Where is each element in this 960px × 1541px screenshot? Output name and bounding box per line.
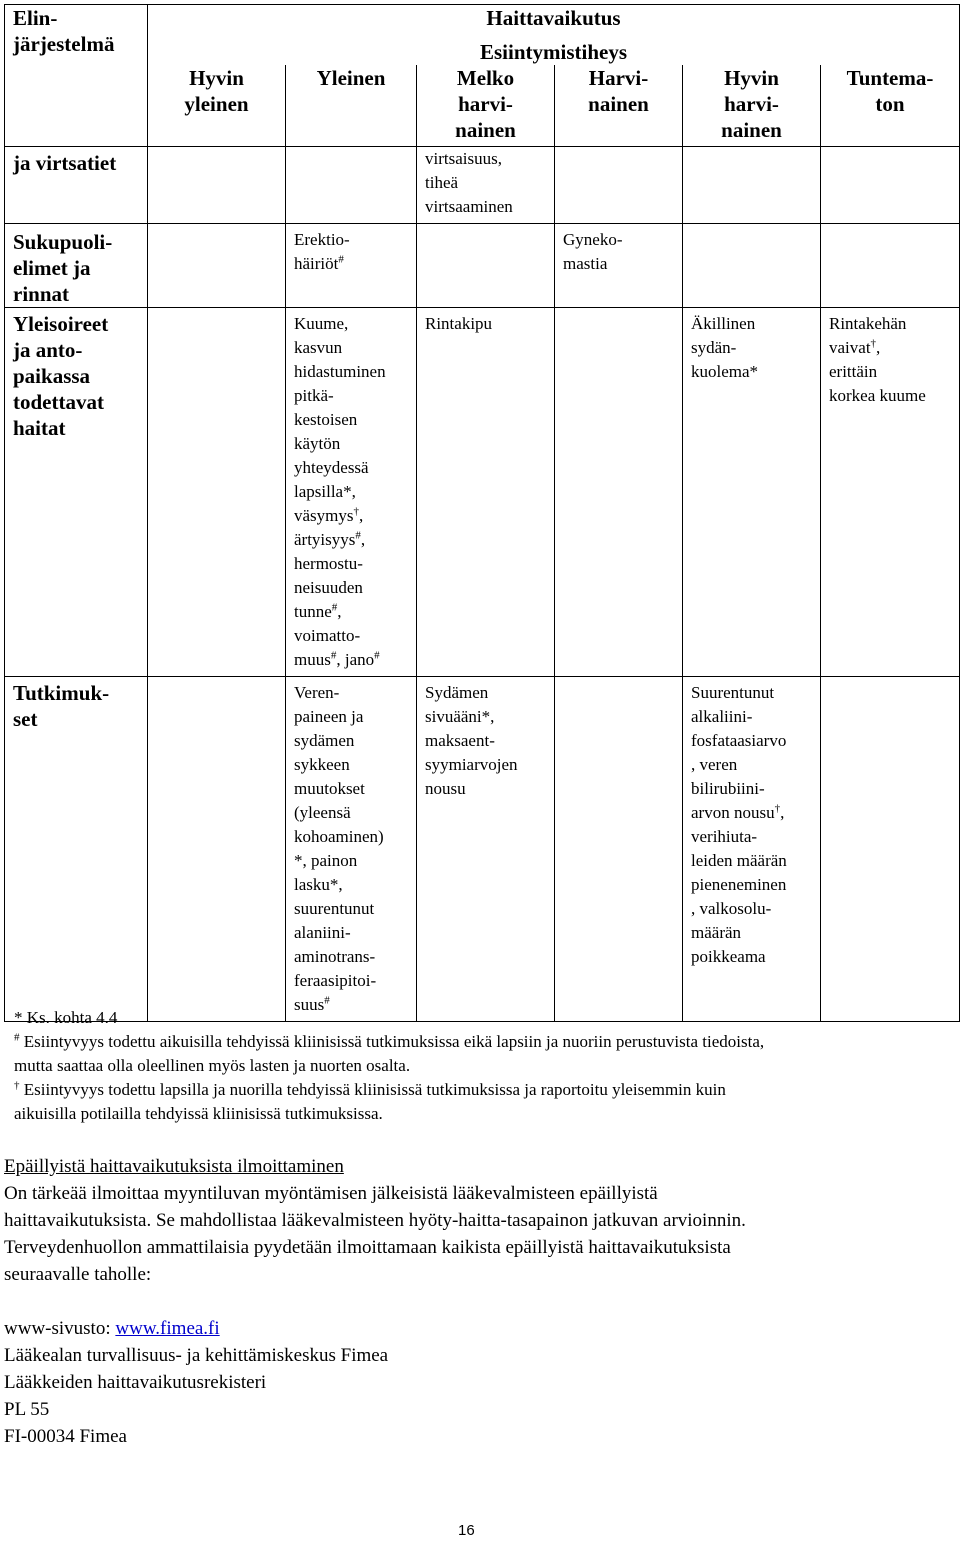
reporting-heading: Epäillyistä haittavaikutuksista ilmoittaminen xyxy=(4,1156,344,1177)
reporting-text-3: Terveydenhuollon ammattilaisia pyydetään ilmoittamaan kaikista epäillyistä haittavaikutuksista xyxy=(4,1237,731,1258)
cell-empty xyxy=(683,224,821,308)
reporting-text-2: haittavaikutuksista. Se mahdollistaa lääkevalmisteen hyöty-haitta-tasapainon jatkuvan arvioinnin. xyxy=(4,1210,746,1231)
adverse-effect-header: Haittavaikutus xyxy=(148,5,960,39)
cell-reproductive-rare: Gyneko- mastia xyxy=(555,224,683,308)
cell-general-uncommon: Rintakipu xyxy=(417,308,555,677)
footnote-dagger: † Esiintyvyys todettu lapsilla ja nuorilla tehdyissä kliinisissä tutkimuksissa ja raportoitu yleisemmin kuin xyxy=(14,1079,726,1099)
cell-empty xyxy=(148,224,286,308)
cell-empty xyxy=(555,308,683,677)
cell-investigations-uncommon: Sydämen sivuääni*, maksaent- syymiarvojen nousu xyxy=(417,677,555,1022)
cell-empty xyxy=(148,308,286,677)
organ-system-header: Elin- järjestelmä xyxy=(5,5,148,147)
freq-rare: Harvi- nainen xyxy=(555,65,683,147)
organ-investigations: Tutkimuk- set xyxy=(5,677,148,1022)
cell-reproductive-common: Erektio- häiriöt# xyxy=(286,224,417,308)
cell-empty xyxy=(555,147,683,224)
organ-reproductive: Sukupuoli- elimet ja rinnat xyxy=(5,224,148,308)
reporting-section xyxy=(4,1153,944,1450)
cell-empty xyxy=(148,677,286,1022)
organ-renal: ja virtsatiet xyxy=(5,147,148,224)
page-number: 16 xyxy=(458,1522,475,1539)
freq-very-rare: Hyvin harvi- nainen xyxy=(683,65,821,147)
address-line-2: Lääkkeiden haittavaikutusrekisteri xyxy=(4,1372,267,1393)
footnote-dagger-cont: aikuisilla potilailla tehdyissä kliinisissä tutkimuksissa. xyxy=(14,1104,383,1123)
reporting-text-1: On tärkeää ilmoittaa myyntiluvan myöntämisen jälkeisistä lääkevalmisteen epäillyistä xyxy=(4,1183,658,1204)
cell-empty xyxy=(821,147,960,224)
cell-empty xyxy=(148,147,286,224)
freq-unknown: Tuntema- ton xyxy=(821,65,960,147)
cell-empty xyxy=(417,224,555,308)
freq-uncommon: Melko harvi- nainen xyxy=(417,65,555,147)
freq-very-common: Hyvin yleinen xyxy=(148,65,286,147)
cell-general-unknown: Rintakehän vaivat†, erittäin korkea kuume xyxy=(821,308,960,677)
adverse-effects-table xyxy=(4,4,960,1022)
footnote-hash-cont: mutta saattaa olla oleellinen myös lasten ja nuorten osalta. xyxy=(14,1056,411,1075)
footnote-star: * Ks. kohta 4.4 xyxy=(14,1008,118,1027)
cell-empty xyxy=(286,147,417,224)
cell-investigations-very-rare: Suurentunut alkaliini- fosfataasiarvo , veren bilirubiini- arvon nousu†, verihiuta- leiden määrän pieneneminen , valkosolu- määrän poikkeama xyxy=(683,677,821,1022)
footnote-hash: # Esiintyvyys todettu aikuisilla tehdyissä kliinisissä tutkimuksissa eikä lapsiin ja nuoriin perustuvista tiedoista, xyxy=(14,1031,765,1051)
cell-empty xyxy=(821,677,960,1022)
cell-investigations-common: Veren- paineen ja sydämen sykkeen muutokset (yleensä kohoaminen) *, painon lasku*, suurentunut alaniini- aminotrans- feraasipitoi- suus# xyxy=(286,677,417,1022)
reporting-text-4: seuraavalle taholle: xyxy=(4,1264,152,1285)
cell-empty xyxy=(821,224,960,308)
organ-general: Yleisoireet ja anto- paikassa todettavat haitat xyxy=(5,308,148,677)
website-line: www-sivusto: www.fimea.fi xyxy=(4,1318,220,1339)
cell-empty xyxy=(555,677,683,1022)
address-line-3: PL 55 xyxy=(4,1399,50,1420)
freq-common: Yleinen xyxy=(286,65,417,147)
address-line-1: Lääkealan turvallisuus- ja kehittämiskeskus Fimea xyxy=(4,1345,389,1366)
cell-empty xyxy=(683,147,821,224)
address-line-4: FI-00034 Fimea xyxy=(4,1426,127,1447)
cell-general-common: Kuume, kasvun hidastuminen pitkä- kestoisen käytön yhteydessä lapsilla*, väsymys†, ärtyisyys#, hermostu- neisuuden tunne#, voimatto- muus#, jano# xyxy=(286,308,417,677)
fimea-link[interactable]: www.fimea.fi xyxy=(115,1318,220,1339)
cell-general-very-rare: Äkillinen sydän- kuolema* xyxy=(683,308,821,677)
cell-renal-uncommon: virtsaisuus, tiheä virtsaaminen xyxy=(417,147,555,224)
frequency-header: Esiintymistiheys xyxy=(148,39,960,65)
